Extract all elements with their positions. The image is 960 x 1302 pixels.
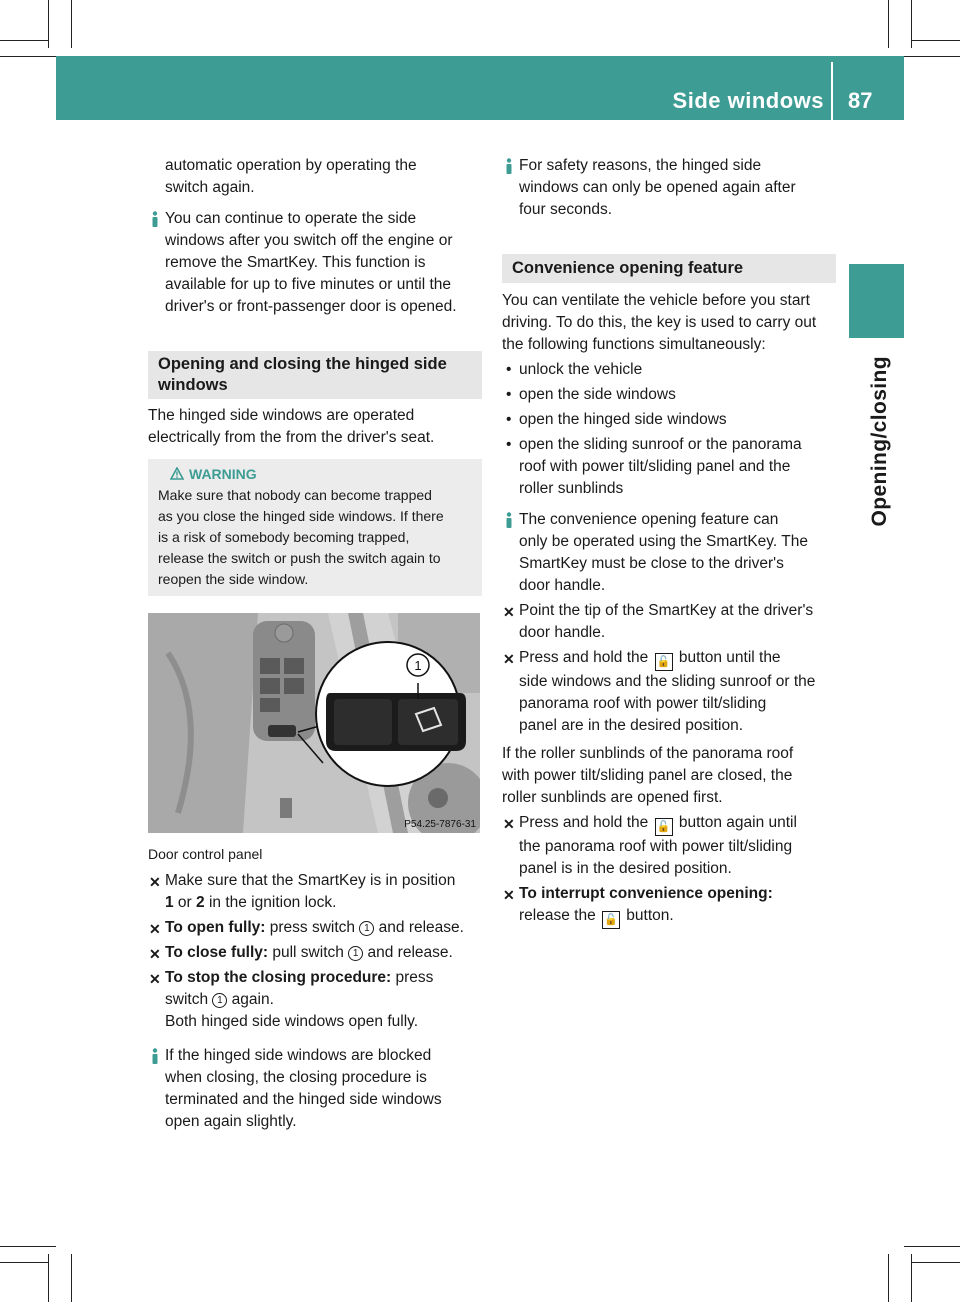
warning-triangle-icon (170, 467, 184, 480)
step-item: ✕ To open fully: press switch 1 and release. (148, 917, 482, 939)
body-paragraph: If the roller sunblinds of the panorama roof with power tilt/sliding panel are closed, the roller sunblinds are opened first. (502, 745, 794, 806)
info-note: If the hinged side windows are blocked when closing, the closing procedure is terminated and the hinged side windows open again slightly. (148, 1045, 482, 1133)
continued-text: automatic operation by operating the switch again. (165, 157, 417, 196)
bullet-icon: • (506, 411, 512, 428)
info-note: You can continue to operate the side windows after you switch off the engine or remove the SmartKey. This function is available for up to five minutes or until the driver's or front-passenger door is opened. (148, 208, 482, 318)
x-step-marker-icon: ✕ (503, 887, 515, 903)
crop-mark (71, 1254, 72, 1302)
crop-mark (48, 0, 49, 48)
left-column (148, 155, 482, 1133)
callout-1-icon: 1 (212, 993, 227, 1008)
info-note: The convenience opening feature can only be operated using the SmartKey. The SmartKey must be close to the driver's door handle. (502, 509, 836, 597)
crop-mark (0, 56, 56, 57)
chapter-label: Opening/closing (868, 356, 891, 527)
unlock-button-icon: 🔓 (602, 911, 620, 929)
x-step-marker-icon: ✕ (503, 651, 515, 667)
info-note: For safety reasons, the hinged side windows can only be opened again after four seconds. (502, 155, 836, 221)
header-divider (831, 62, 833, 120)
info-icon (502, 158, 516, 174)
callout-1-icon: 1 (359, 921, 374, 936)
step-item: ✕ To interrupt convenience opening: release the 🔓 button. (502, 883, 836, 929)
crop-mark (0, 40, 48, 41)
x-step-marker-icon: ✕ (149, 971, 161, 987)
section-title: Side windows (672, 88, 824, 113)
bullet-item: • open the sliding sunroof or the panorama roof with power tilt/sliding panel and the roller sunblinds (506, 436, 802, 497)
step-item: ✕ Point the tip of the SmartKey at the driver's door handle. (503, 602, 814, 641)
bullet-item: • open the hinged side windows (505, 409, 836, 431)
bullet-item: • unlock the vehicle (505, 359, 836, 381)
figure-callout-1: 1 (414, 658, 422, 673)
crop-mark (0, 1262, 48, 1263)
x-step-marker-icon: ✕ (149, 874, 161, 890)
info-icon (502, 512, 516, 528)
body-paragraph: You can ventilate the vehicle before you start driving. To do this, the key is used to carry out the following functions simultaneously: (502, 292, 817, 353)
warning-text: Make sure that nobody can become trapped as you close the hinged side windows. If there is a risk of somebody becoming trapped, release the switch or push the switch again to reopen the side window. (158, 487, 444, 587)
crop-mark (0, 1246, 56, 1247)
crop-mark (911, 0, 912, 48)
door-panel-illustration (148, 613, 480, 833)
bullet-item: • open the side windows (505, 384, 836, 406)
info-icon (148, 1048, 162, 1064)
crop-mark (888, 1254, 889, 1302)
x-step-marker-icon: ✕ (149, 921, 161, 937)
bullet-icon: • (506, 386, 512, 403)
bullet-icon: • (506, 436, 512, 453)
step-item: ✕ Press and hold the 🔓 button again until the panorama roof with power tilt/sliding panel is in the desired position. (503, 814, 797, 877)
crop-mark (888, 0, 889, 48)
unlock-button-icon: 🔓 (655, 653, 673, 671)
x-step-marker-icon: ✕ (503, 604, 515, 620)
crop-mark (912, 1262, 960, 1263)
callout-1-icon: 1 (348, 946, 363, 961)
bullet-icon: • (506, 361, 512, 378)
body-paragraph: The hinged side windows are operated electrically from the from the driver's seat. (148, 407, 435, 446)
section-heading: Convenience opening feature (502, 254, 836, 283)
warning-box (148, 459, 482, 596)
door-control-figure (148, 613, 480, 833)
step-item: ✕ To close fully: pull switch 1 and release. (148, 942, 482, 964)
right-column (502, 155, 836, 929)
unlock-button-icon: 🔓 (655, 818, 673, 836)
warning-title: WARNING (189, 466, 257, 482)
section-heading: Opening and closing the hinged side windows (148, 351, 482, 399)
crop-mark (904, 1246, 960, 1247)
side-tab-marker (849, 264, 904, 338)
step-item: ✕ Make sure that the SmartKey is in position 1 or 2 in the ignition lock. (149, 872, 456, 911)
step-item: ✕ Press and hold the 🔓 button until the side windows and the sliding sunroof or the panorama roof with power tilt/sliding panel are in the desired position. (503, 649, 816, 734)
info-icon (148, 211, 162, 227)
crop-mark (71, 0, 72, 48)
warning-header (158, 464, 474, 485)
crop-mark (911, 1254, 912, 1302)
x-step-marker-icon: ✕ (503, 816, 515, 832)
x-step-marker-icon: ✕ (149, 946, 161, 962)
crop-mark (912, 40, 960, 41)
page-number: 87 (848, 88, 873, 113)
figure-caption: Door control panel (148, 846, 263, 862)
crop-mark (48, 1254, 49, 1302)
crop-mark (904, 56, 960, 57)
figure-code: P54.25-7876-31 (404, 819, 476, 830)
step-item: ✕ To stop the closing procedure: press switch 1 again. Both hinged side windows open fully. (149, 969, 434, 1030)
